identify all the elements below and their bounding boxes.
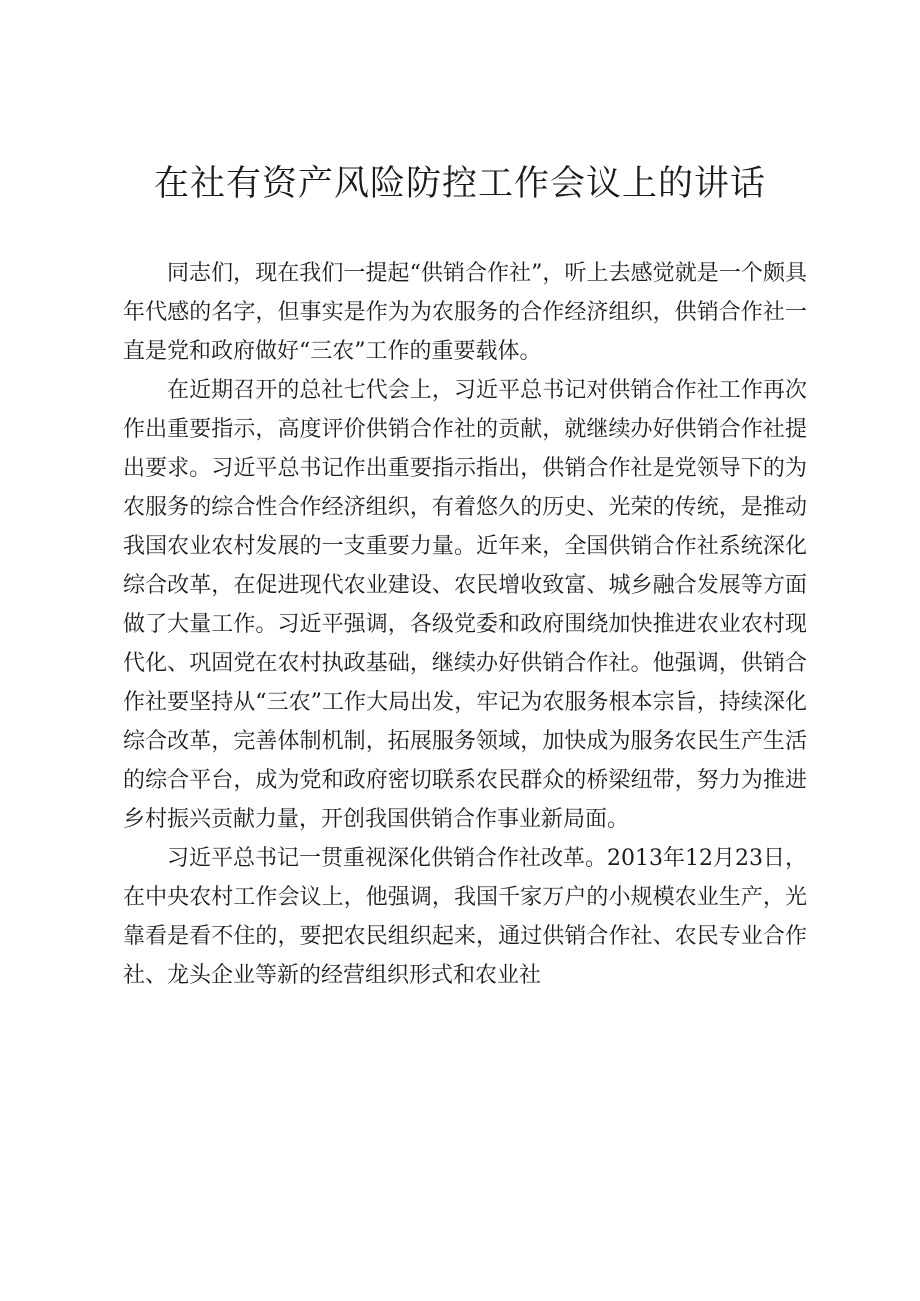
paragraph-1: 同志们，现在我们一提起“供销合作社”，听上去感觉就是一个颇具年代感的名字，但事实是作为为农服务的合作经济组织，供销合作社一直是党和政府做好“三农”工作的重要载体。 — [123, 261, 807, 364]
document-body — [123, 254, 807, 995]
paragraph-3: 习近平总书记一贯重视深化供销合作社改革。2013年12月23日，在中央农村工作会议上，他强调，我国千家万户的小规模农业生产，光靠看是看不住的，要把农民组织起来，通过供销合作社、农民专业合作社、龙头企业等新的经营组织形式和农业社 — [123, 846, 807, 988]
document-title: 在社有资产风险防控工作会议上的讲话 — [153, 164, 766, 204]
paragraph-2: 在近期召开的总社七代会上，习近平总书记对供销合作社工作再次作出重要指示，高度评价供销合作社的贡献，就继续办好供销合作社提出要求。习近平总书记作出重要指示指出，供销合作社是党领导下的为农服务的综合性合作经济组织，有着悠久的历史、光荣的传统，是推动我国农业农村发展的一支重要力量。近年来，全国供销合作社系统深化综合改革，在促进现代农业建设、农民增收致富、城乡融合发展等方面做了大量工作。习近平强调，各级党委和政府围绕加快推进农业农村现代化、巩固党在农村执政基础，继续办好供销合作社。他强调，供销合作社要坚持从“三农”工作大局出发，牢记为农服务根本宗旨，持续深化综合改革，完善体制机制，拓展服务领域，加快成为服务农民生产生活的综合平台，成为党和政府密切联系农民群众的桥梁纽带，努力为推进乡村振兴贡献力量，开创我国供销合作事业新局面。 — [123, 378, 807, 832]
